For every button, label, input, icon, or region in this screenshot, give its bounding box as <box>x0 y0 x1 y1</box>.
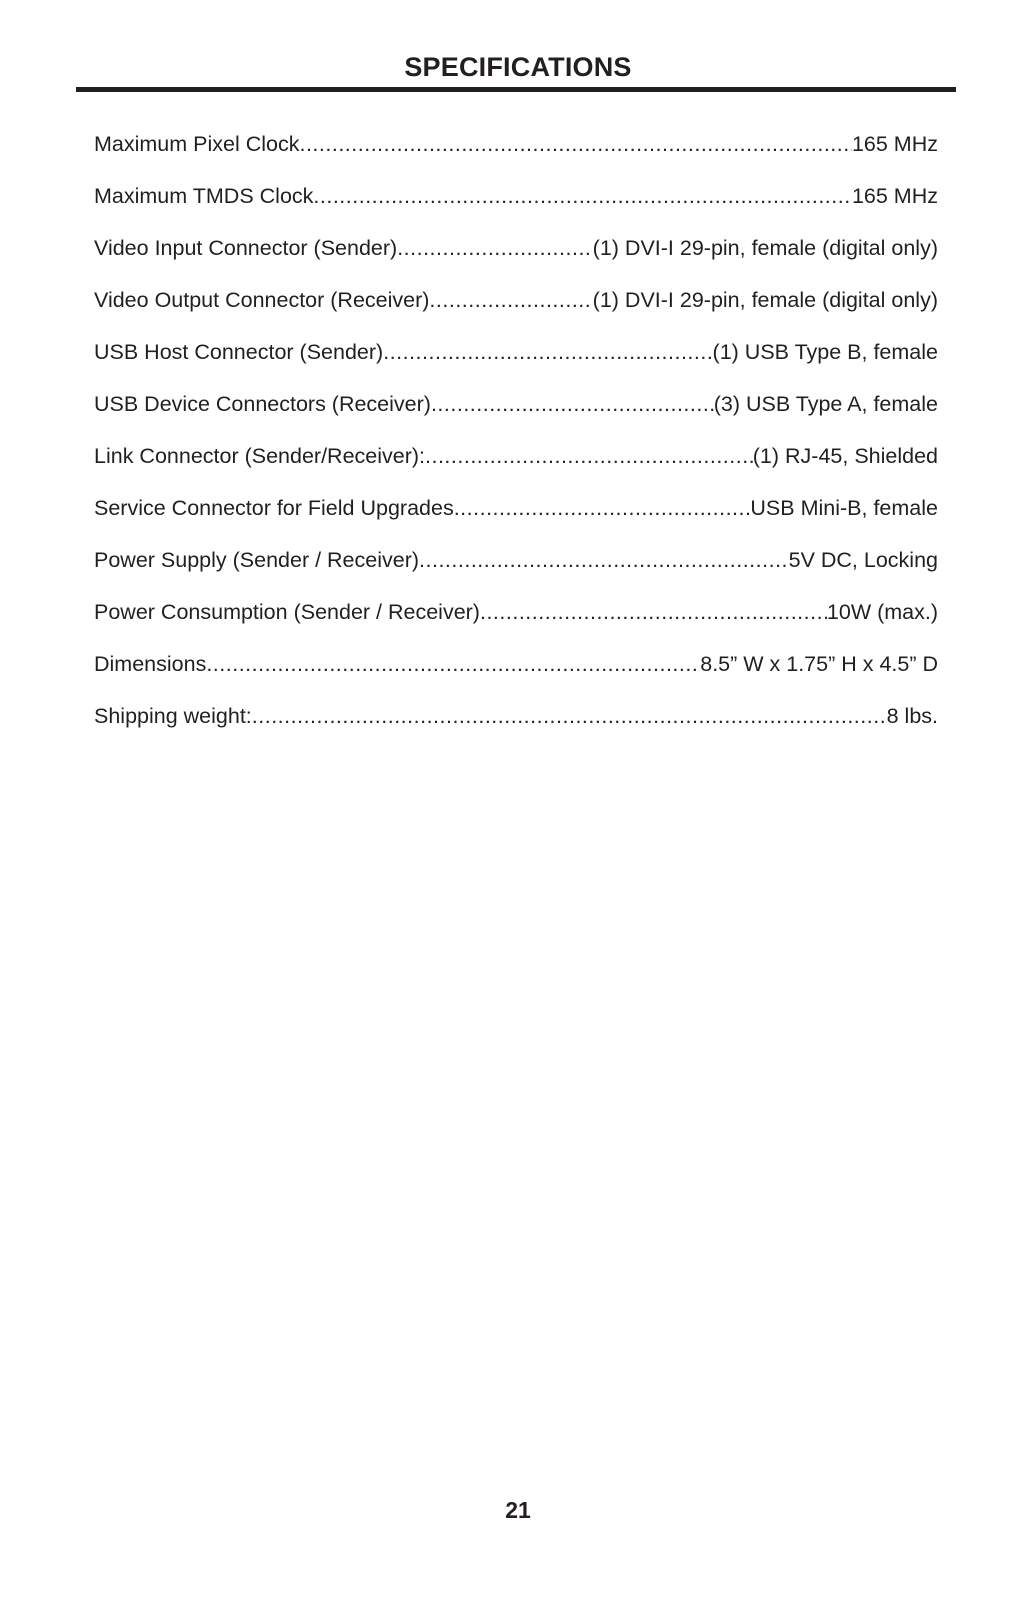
spec-value: 5V DC, Locking <box>788 548 938 572</box>
spec-row <box>94 444 938 496</box>
spec-label: Power Consumption (Sender / Receiver) <box>94 600 480 624</box>
dot-leader <box>383 340 712 365</box>
dot-leader <box>299 132 851 157</box>
spec-label: Maximum Pixel Clock <box>94 132 300 156</box>
spec-row <box>94 496 938 548</box>
dot-leader <box>206 652 700 677</box>
spec-row <box>94 392 938 444</box>
spec-label: USB Device Connectors (Receiver) <box>94 392 431 416</box>
spec-row <box>94 288 938 340</box>
spec-label: Link Connector (Sender/Receiver): <box>94 444 426 468</box>
spec-row <box>94 132 938 184</box>
spec-value: 8.5” W x 1.75” H x 4.5” D <box>700 652 938 676</box>
dot-leader <box>425 444 753 469</box>
spec-row <box>94 704 938 756</box>
title-rule <box>76 87 956 92</box>
spec-value: (1) DVI-I 29-pin, female (digital only) <box>592 288 938 312</box>
dot-leader <box>397 236 592 261</box>
spec-label: USB Host Connector (Sender) <box>94 340 384 364</box>
spec-label: Dimensions <box>94 652 207 676</box>
spec-value: (1) RJ-45, Shielded <box>752 444 938 468</box>
spec-row <box>94 600 938 652</box>
spec-list <box>94 132 938 756</box>
spec-value: (1) USB Type B, female <box>712 340 938 364</box>
dot-leader <box>454 496 751 521</box>
spec-label: Power Supply (Sender / Receiver) <box>94 548 420 572</box>
spec-label: Shipping weight: <box>94 704 252 728</box>
spec-row <box>94 340 938 392</box>
spec-label: Maximum TMDS Clock <box>94 184 314 208</box>
dot-leader <box>431 392 714 417</box>
spec-value: 8 lbs. <box>886 704 938 728</box>
dot-leader <box>480 600 827 625</box>
dot-leader <box>419 548 789 573</box>
spec-row <box>94 652 938 704</box>
spec-row <box>94 548 938 600</box>
spec-label: Service Connector for Field Upgrades <box>94 496 454 520</box>
dot-leader <box>313 184 852 209</box>
spec-row <box>94 236 938 288</box>
spec-value: 10W (max.) <box>826 600 938 624</box>
spec-value: (3) USB Type A, female <box>713 392 938 416</box>
spec-value: (1) DVI-I 29-pin, female (digital only) <box>592 236 938 260</box>
page-number: 21 <box>505 1497 531 1523</box>
spec-value: 165 MHz <box>851 184 938 208</box>
page-title: SPECIFICATIONS <box>404 52 632 82</box>
dot-leader <box>252 704 887 729</box>
dot-leader <box>429 288 592 313</box>
spec-label: Video Output Connector (Receiver) <box>94 288 430 312</box>
spec-value: 165 MHz <box>851 132 938 156</box>
spec-value: USB Mini-B, female <box>750 496 938 520</box>
spec-label: Video Input Connector (Sender) <box>94 236 398 260</box>
spec-row <box>94 184 938 236</box>
